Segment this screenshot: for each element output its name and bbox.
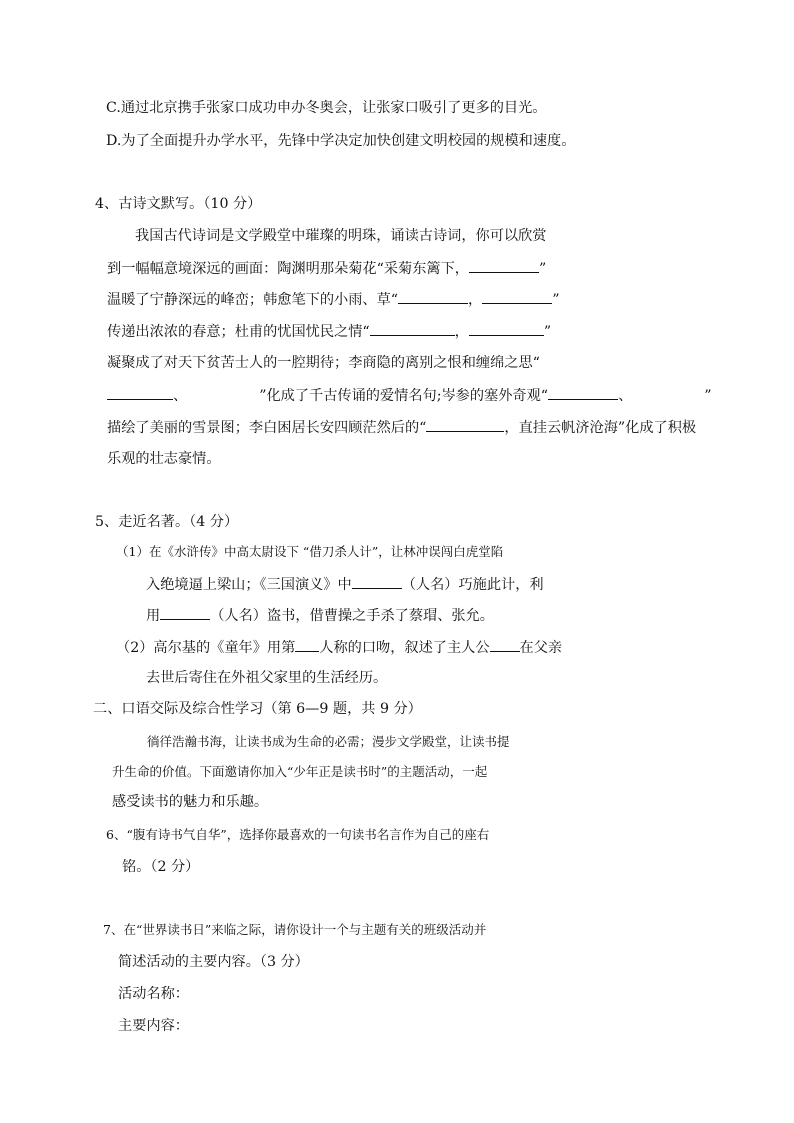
q5-part1-line3 [146,605,494,626]
answer-blank[interactable] [482,289,552,304]
q5-part1-line2-rest: （人名）巧施此计，利 [401,577,544,593]
q5-part2-line1-mid: 人称的口吻，叙述了主人公 [319,640,490,656]
q3-option-d: D.为了全面提升办学水平，先锋中学决定加快创建文明校园的规模和速度。 [106,133,576,149]
section-2-heading: 二、口语交际及综合性学习（第 6—9 题，共 9 分） [93,701,422,717]
q4-line-7-rest: ，直挂云帆济沧海”化成了积极 [504,420,697,436]
q4-line-4-text: 传递出浓浓的春意；杜甫的忧国忧民之情“ [107,324,370,340]
q5-heading: 5、走近名著。（4 分） [95,514,239,530]
q5-part2-line1-text: （2）高尔基的《童年》用第 [116,640,296,656]
q4-line-2-text: 到一幅幅意境深远的画面：陶渊明那朵菊花“采菊东篱下， [107,261,469,277]
main-content-label: 主要内容： [118,1018,189,1034]
answer-blank[interactable] [548,385,618,400]
q4-line-6-text: ”化成了千古传诵的爱情名句;岑参的塞外奇观“ [259,388,549,404]
q4-line-4-comma: ， [454,324,469,340]
answer-blank[interactable] [160,605,210,620]
q4-line-4-close: ” [543,324,552,340]
q4-line-2 [107,258,546,279]
answer-blank[interactable] [398,289,468,304]
q4-heading: 4、古诗文默写。（10 分） [95,196,262,212]
answer-blank[interactable] [426,417,504,432]
q4-line-7 [107,417,696,438]
q5-part2-line1-end: 在父亲 [519,640,563,656]
answer-blank[interactable] [370,321,455,336]
q4-line-3 [107,289,559,310]
q4-line-6 [107,385,712,406]
q4-line-2-close: ” [538,261,547,277]
q4-line-7-text: 描绘了美丽的雪景图；李白困居长安四顾茫然后的“ [107,420,427,436]
q7-line-2: 简述活动的主要内容。（3 分） [118,954,309,970]
answer-blank[interactable] [469,258,539,273]
q4-line-6-sep2: 、 [618,388,633,404]
answer-blank[interactable] [469,321,544,336]
q4-line-6-sep: 、 [173,388,188,404]
activity-name-label: 活动名称： [118,986,189,1002]
q4-line-5: 凝聚成了对天下贫苦士人的一腔期待；李商隐的离别之恨和缠绵之思“ [107,355,540,371]
q3-option-c: C.通过北京携手张家口成功申办冬奥会，让张家口吸引了更多的目光。 [106,100,547,116]
q4-line-4 [107,321,551,342]
q5-part1-line2-text: 入绝境逼上梁山；《三国演义》中 [146,577,352,593]
q5-part1-line1: （1）在《水浒传》中高太尉设下 “借刀杀人计”，让林冲误闯白虎堂陷 [116,544,504,559]
answer-blank[interactable] [107,385,173,400]
q4-line-3-close: ” [552,292,560,308]
q5-part1-line3-text: 用 [146,608,161,624]
section-2-intro-1: 徜徉浩瀚书海，让读书成为生命的必需；漫步文学殿堂，让读书提 [147,734,510,749]
q6-line-2: 铭。（2 分） [122,859,200,875]
q5-part1-line2 [146,574,544,595]
q7-line-1: 7、在“世界读书日”来临之际，请你设计一个与主题有关的班级活动并 [103,922,487,937]
q5-part2-line1 [116,637,562,658]
q4-line-6-close: ” [704,388,712,404]
q4-line-3-comma: ， [468,292,483,308]
answer-blank[interactable] [295,637,319,652]
section-2-intro-2: 升生命的价值。下面邀请你加入“少年正是读书时”的主题活动，一起 [112,764,488,779]
answer-blank[interactable] [352,574,402,589]
q4-line-1: 我国古代诗词是文学殿堂中璀璨的明珠，诵读古诗词，你可以欣赏 [135,228,547,244]
q4-line-8: 乐观的壮志豪情。 [107,451,221,467]
section-2-intro-3: 感受读书的魅力和乐趣。 [112,794,269,810]
answer-blank[interactable] [490,637,520,652]
q5-part2-line2: 去世后寄住在外祖父家里的生活经历。 [146,670,388,686]
q5-part1-line3-rest: （人名）盗书，借曹操之手杀了蔡瑁、张允。 [210,608,494,624]
q6-line-1: 6、“腹有诗书气自华”，选择你最喜欢的一句读书名言作为自己的座右 [106,827,490,842]
q4-line-3-text: 温暖了宁静深远的峰峦；韩愈笔下的小雨、草“ [107,292,399,308]
